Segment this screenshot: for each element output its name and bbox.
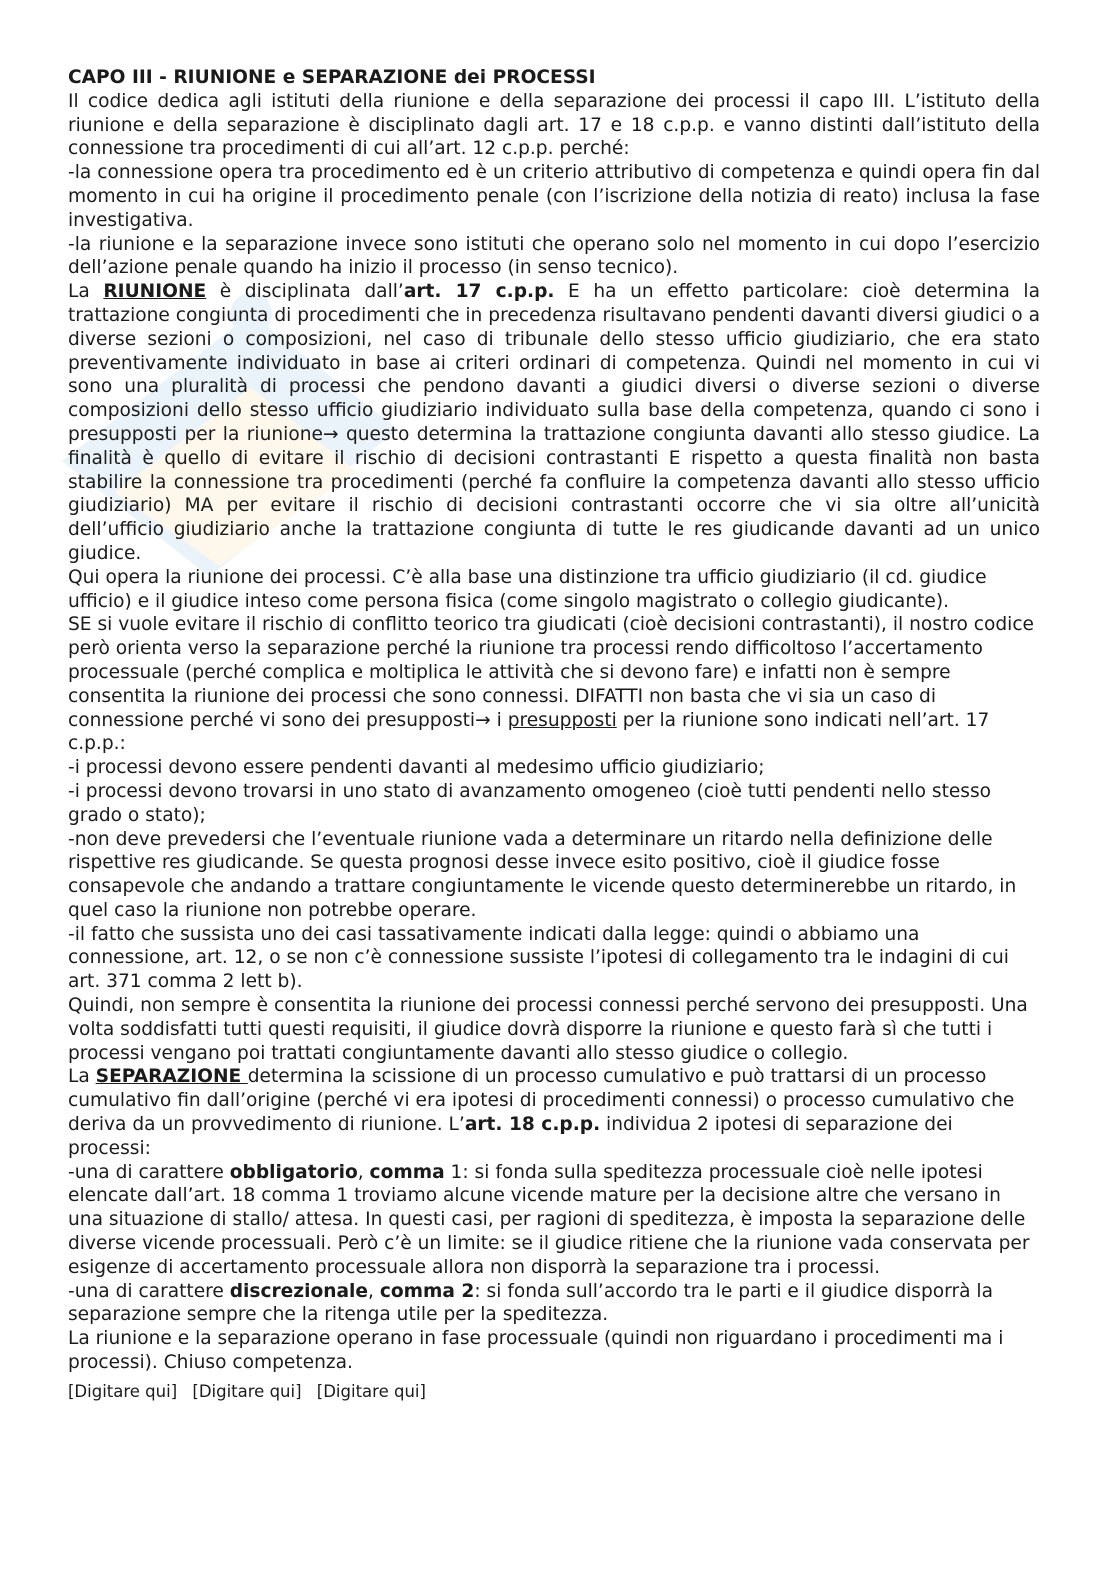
quindi-paragraph: Quindi, non sempre è consentita la riunione dei processi connessi perché servono dei presupposti. Una volta soddisfatti tutti questi requisiti, il giudice dovrà disporre la riunione e questo farà sì che tutti i processi vengano poi trattati congiuntamente davanti allo stesso giudice o collegio. bbox=[68, 995, 1028, 1064]
conclusion-paragraph: La riunione e la separazione operano in fase processuale (quindi non riguardano i procedimenti ma i processi). Chiuso competenza. bbox=[68, 1328, 1004, 1374]
riunione-paragraph: La RIUNIONE è disciplinata dall’art. 17 c.p.p. E ha un effetto particolare: cioè determina la trattazione congiunta di procedimenti che in precedenza risultavano pendenti davanti diversi giudici o a diverse sezioni o composizioni, nel caso di tribunale dello stesso ufficio giudiziario, che era stato preventivamente individuato in base ai criteri ordinari di competenza. Quindi nel momento in cui vi sono una pluralità di processi che pendono davanti a giudici diversi o diverse sezioni o diverse composizioni dello stesso ufficio giudiziario individuato sulla base della competenza, quando ci sono i presupposti per la riunione→ questo determina la trattazione congiunta davanti allo stesso giudice. La finalità è quello di evitare il rischio di decisioni contrastanti E rispetto a questa finalità non basta stabilire la connessione tra procedimenti (perché fa confluire la competenza davanti allo stesso ufficio giudiziario) MA per evitare il rischio di decisioni contrastanti occorre che vi sia oltre all’unicità dell’ufficio giudiziario anche la trattazione congiunta di tutte le res giudicande davanti ad un unico giudice. bbox=[68, 281, 1040, 564]
arrow-icon: → bbox=[475, 709, 491, 731]
document-page bbox=[68, 66, 1040, 1403]
list-item: -non deve prevedersi che l’eventuale riunione vada a determinare un ritardo nella definizione delle rispettive res giudicande. Se questa prognosi desse invece esito positivo, cioè il giudice fosse consapevole che andando a trattare congiuntamente le vicende questo determinerebbe un ritardo, in quel caso la riunione non potrebbe operare. bbox=[68, 828, 1017, 921]
riunione-term: RIUNIONE bbox=[103, 281, 207, 303]
footer-placeholder[interactable]: [Digitare qui] bbox=[192, 1381, 302, 1401]
list-item: -il fatto che sussista uno dei casi tassativamente indicati dalla legge: quindi o abbiamo una connessione, art. 12, o se non c’è connessione sussiste l’ipotesi di collegamento tra le indagini di cui art. 371 comma 2 lett b). bbox=[68, 923, 1009, 993]
separazione-term: SEPARAZIONE bbox=[95, 1066, 248, 1088]
separazione-paragraph: La SEPARAZIONE determina la scissione di un processo cumulativo e può trattarsi di un processo cumulativo fin dall’origine (perché vi era ipotesi di procedimenti connessi) o processo cumulativo che deriva da un provvedimento di riunione. L’art. 18 c.p.p. individua 2 ipotesi di separazione dei processi: bbox=[68, 1066, 1015, 1159]
list-item: -i processi devono essere pendenti davanti al medesimo ufficio giudiziario; bbox=[68, 757, 765, 779]
se-paragraph: SE si vuole evitare il rischio di conflitto teorico tra giudicati (cioè decisioni contrastanti), il nostro codice però orienta verso la separazione perché la riunione tra processi rendo difficoltoso l’accertamento processuale (perché complica e moltiplica le attività che si devono fare) e infatti non è sempre consentita la riunione dei processi che sono connessi. DIFATTI non basta che vi sia un caso di connessione perché vi sono dei presupposti→ i presupposti per la riunione sono indicati nell’art. 17 c.p.p.: bbox=[68, 614, 1034, 755]
page-footer bbox=[68, 1381, 1040, 1403]
discrezionale-paragraph: -una di carattere discrezionale, comma 2: si fonda sull’accordo tra le parti e il giudice disporrà la separazione sempre che la ritenga utile per la speditezza. bbox=[68, 1280, 993, 1326]
intro-paragraph: Il codice dedica agli istituti della riunione e della separazione dei processi il capo III. L’istituto della riunione e della separazione è disciplinato dagli art. 17 e 18 c.p.p. e vanno distinti dall’istituto della connessione tra procedimenti di cui all’art. 12 c.p.p. perché: bbox=[68, 90, 1040, 160]
presupposti-term: presupposti bbox=[507, 709, 617, 731]
art-17-ref: art. 17 c.p.p. bbox=[403, 281, 555, 303]
footer-placeholder[interactable]: [Digitare qui] bbox=[68, 1381, 178, 1401]
intro-riunione-separazione: -la riunione e la separazione invece sono istituti che operano solo nel momento in cui dopo l’esercizio dell’azione penale quando ha inizio il processo (in senso tecnico). bbox=[68, 233, 1040, 279]
list-item: -i processi devono trovarsi in uno stato di avanzamento omogeneo (cioè tutti pendenti nello stesso grado o stato); bbox=[68, 780, 992, 826]
intro-connessione: -la connessione opera tra procedimento ed è un criterio attributivo di competenza e quindi opera fin dal momento in cui ha origine il procedimento penale (con l’iscrizione della notizia di reato) inclusa la fase investigativa. bbox=[68, 162, 1040, 231]
obbligatorio-paragraph: -una di carattere obbligatorio, comma 1: si fonda sulla speditezza processuale cioè nelle ipotesi elencate dall’art. 18 comma 1 troviamo alcune vicende mature per la decisione altre che versano in una situazione di stallo/ attesa. In questi casi, per ragioni di speditezza, è imposta la separazione delle diverse vicende processuali. Però c’è un limite: se il giudice ritiene che la riunione vada conservata per esigenze di accertamento processuale allora non disporrà la separazione tra i processi. bbox=[68, 1161, 1030, 1278]
art-18-ref: art. 18 c.p.p. bbox=[464, 1114, 601, 1136]
footer-placeholder[interactable]: [Digitare qui] bbox=[316, 1381, 426, 1401]
document-title: CAPO III - RIUNIONE e SEPARAZIONE dei PROCESSI bbox=[68, 67, 596, 88]
qui-opera-paragraph: Qui opera la riunione dei processi. C’è alla base una distinzione tra ufficio giudiziario (il cd. giudice ufficio) e il giudice inteso come persona fisica (come singolo magistrato o collegio giudicante). bbox=[68, 566, 987, 612]
arrow-icon: → bbox=[322, 423, 339, 445]
